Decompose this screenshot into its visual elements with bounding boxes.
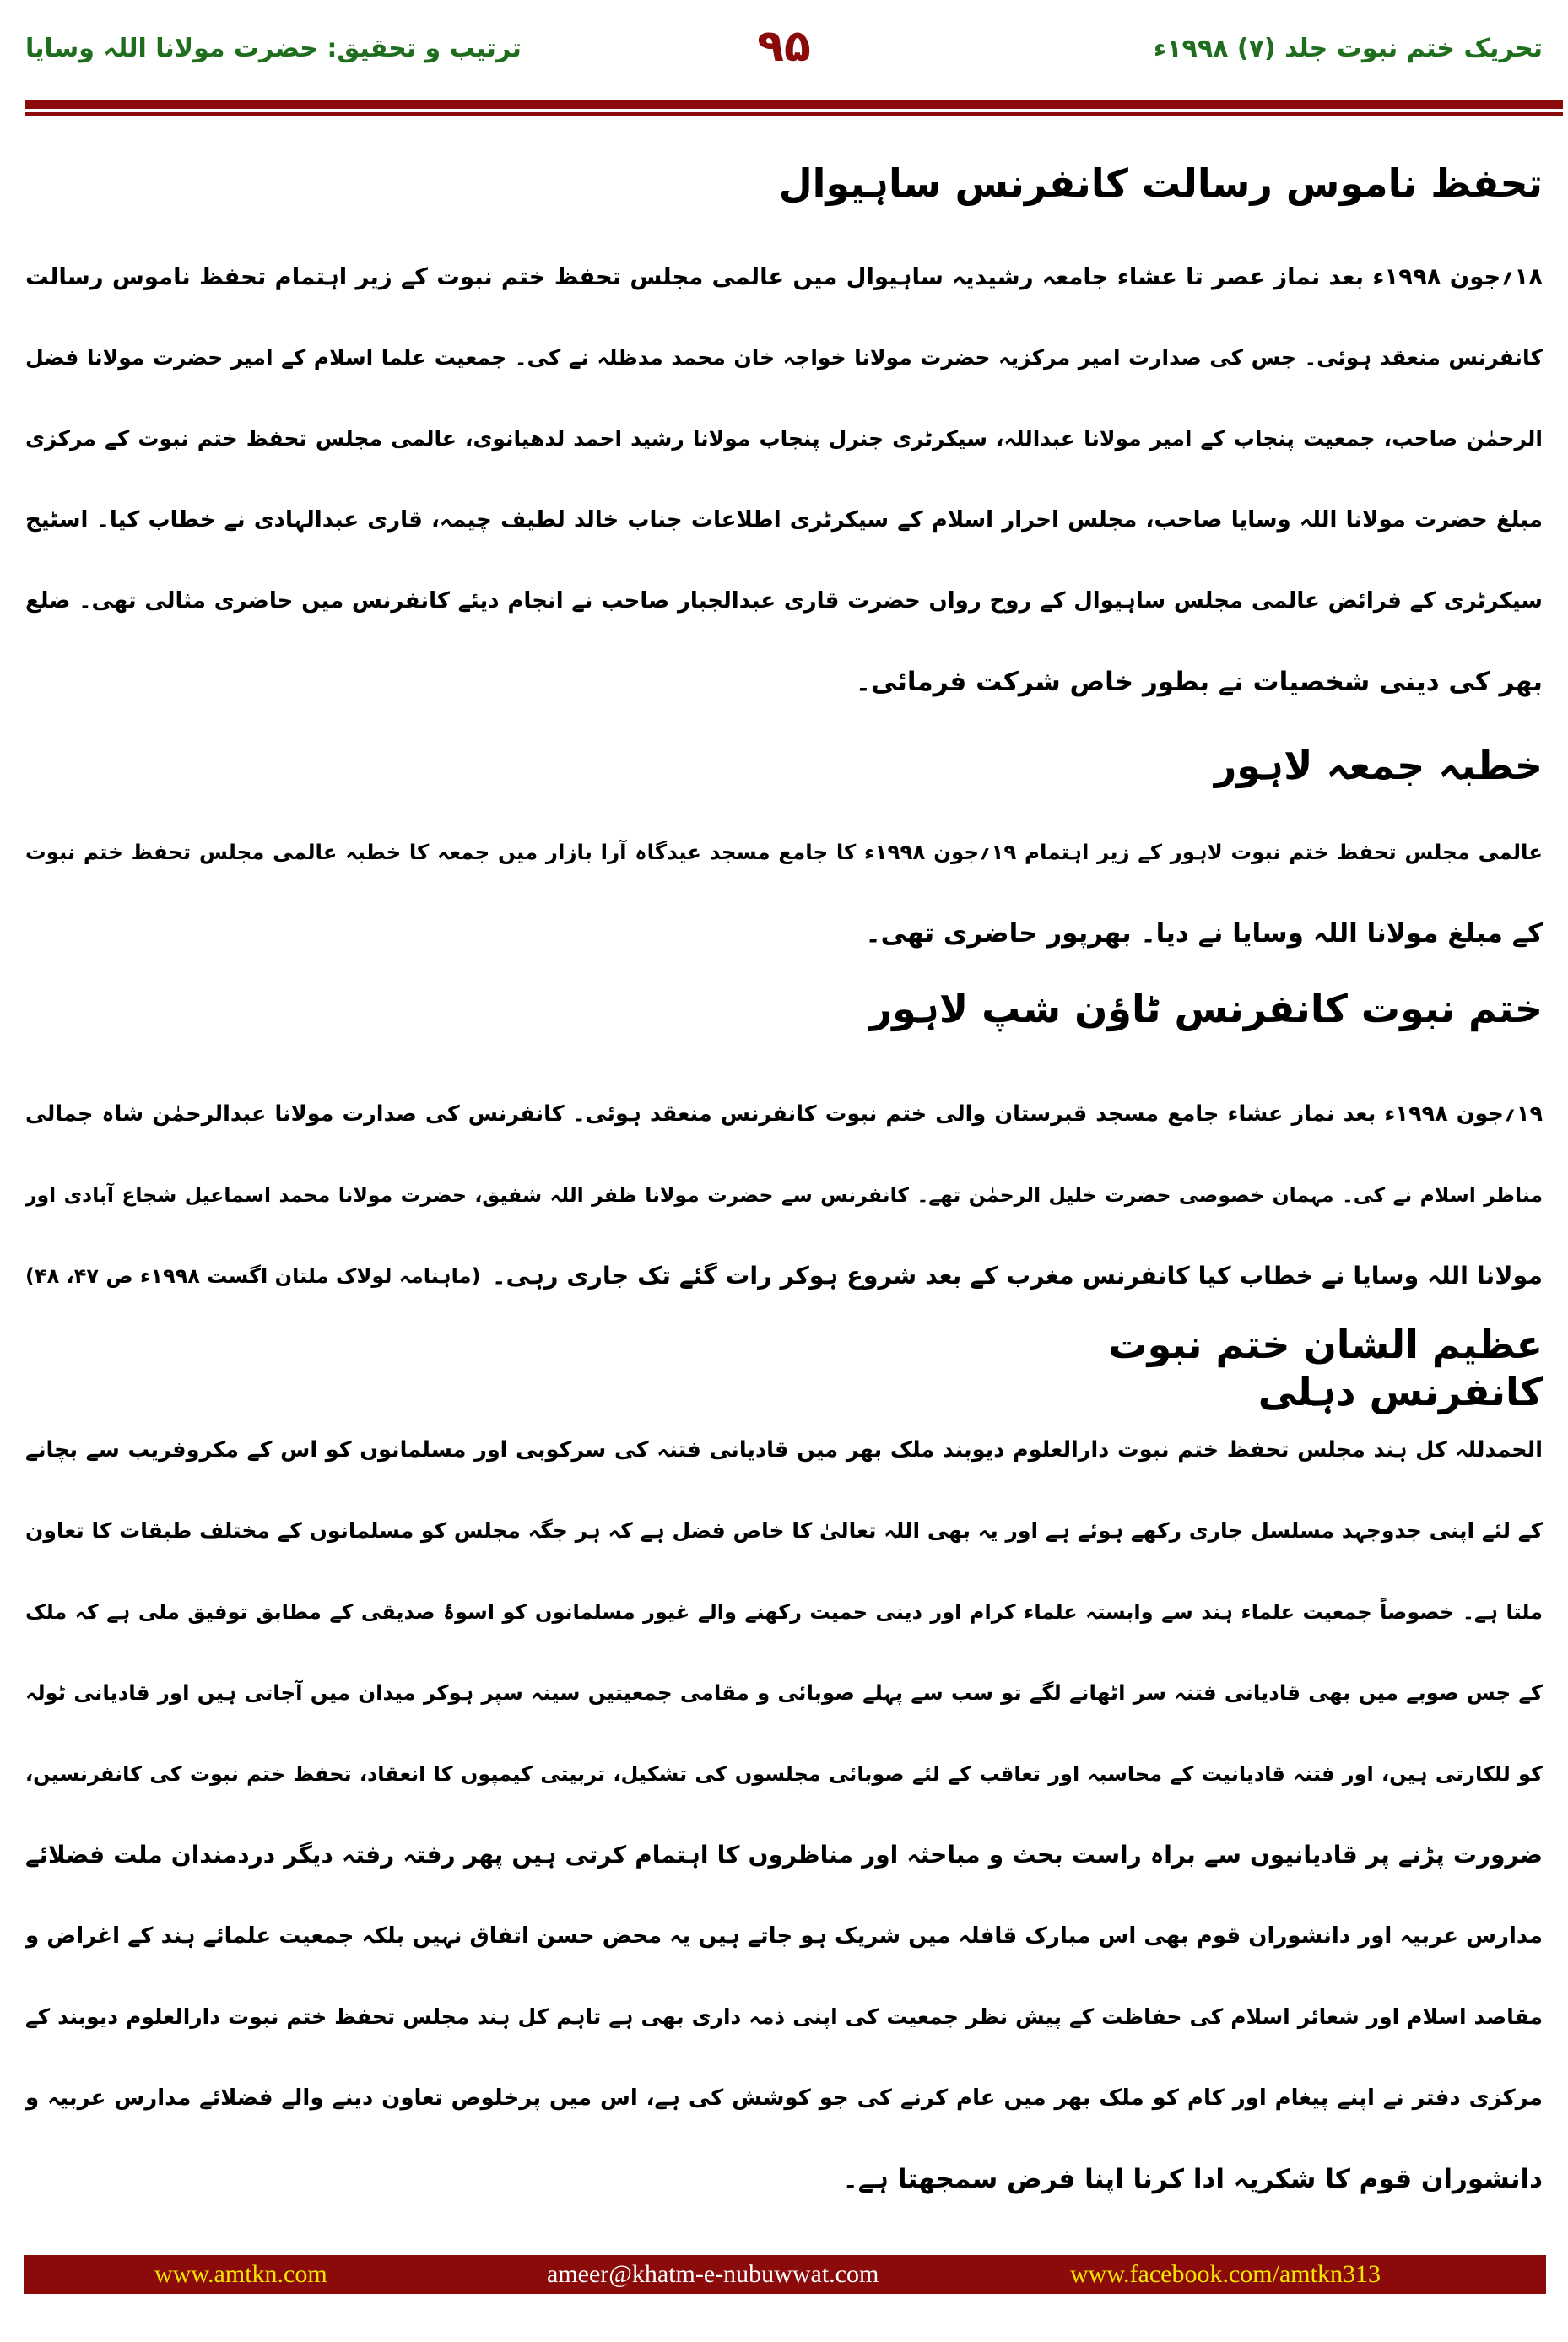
section-heading-lahore-khutba: خطبہ جمعہ لاہور [1214,743,1543,788]
paragraph-delhi [25,1409,1543,2220]
paragraph-lahore-khutba [25,812,1543,974]
compiler-credit: ترتیب و تحقیق: حضرت مولانا اللہ وسایا [25,34,522,63]
text-line: مولانا اللہ وسایا نے خطاب کیا کانفرنس مغرب کے بعد شروع ہوکر رات گئے تک جاری رہی۔ [491,1262,1543,1290]
text-line: کانفرنس منعقد ہوئی۔ جس کی صدارت امیر مرکزیہ حضرت مولانا خواجہ خان محمد مدظلہ نے کی۔ جمعیت علما اسلام کے امیر حضرت مولانا فضل [25,345,1543,370]
book-title: تحریک ختم نبوت جلد (۷) ۱۹۹۸ء [1153,34,1543,63]
citation: (ماہنامہ لولاک ملتان اگست ۱۹۹۸ء ص ۴۷، ۴۸) [25,1264,481,1288]
section-heading-sahiwal: تحفظ ناموس رسالت کانفرنس ساہیوال [778,160,1543,206]
text-line: دانشوران قوم کا شکریہ ادا کرنا اپنا فرض سمجھتا ہے۔ [842,2164,1543,2194]
section-heading-delhi: عظیم الشان ختم نبوت کانفرنس دہلی [1108,1322,1543,1414]
text-line: سیکرٹری کے فرائض عالمی مجلس ساہیوال کے روح رواں حضرت قاری عبدالجبار صاحب نے انجام دیئے کانفرنس میں حاضری مثالی تھی۔ ضلع [25,588,1543,614]
text-line: مناظر اسلام نے کی۔ مہمان خصوصی حضرت خلیل الرحمٰن تھے۔ کانفرنس سے حضرت مولانا ظفر اللہ شفیق، حضرت مولانا محمد اسماعیل شجاع آبادی اور [25,1183,1543,1207]
text-line: ضرورت پڑنے پر قادیانیوں سے براہ راست بحث و مباحثہ اور مناظروں کا اہتمام کرتی ہیں پھر رفتہ رفتہ دیگر دردمندان ملت فضلائے [25,1841,1543,1869]
text-line-with-citation [25,1236,1543,1317]
text-line: الرحمٰن صاحب، جمعیت پنجاب کے امیر مولانا عبداللہ، سیکرٹری جنرل پنجاب مولانا رشید احمد لدھیانوی، عالمی مجلس تحفظ ختم نبوت کے مرکزی [25,426,1543,451]
footer-bar [24,2255,1546,2294]
paragraph-sahiwal [25,236,1543,722]
text-line: کو للکارتی ہیں، اور فتنہ قادیانیت کے محاسبہ اور تعاقب کے لئے صوبائی مجلسوں کی تشکیل، تربیتی کیمپوں کا انعقاد، تحفظ ختم نبوت کی کانفرنسیں، [25,1762,1543,1786]
website-link[interactable]: www.amtkn.com [154,2260,327,2288]
text-line: ۱۹؍جون ۱۹۹۸ء بعد نماز عشاء جامع مسجد قبرستان والی ختم نبوت کانفرنس منعقد ہوئی۔ کانفرنس کی صدارت مولانا عبدالرحمٰن شاہ جمالی [25,1101,1543,1127]
text-line: کے لئے اپنی جدوجہد مسلسل جاری رکھے ہوئے ہے اور یہ بھی اللہ تعالیٰ کا خاص فضل ہے کہ ہر جگہ مجلس کو مسلمانوں کے مختلف طبقات کا تعاون [25,1518,1543,1543]
header-rule-thick [25,100,1563,109]
text-line: کے جس صوبے میں بھی قادیانی فتنہ سر اٹھانے لگے تو سب سے پہلے صوبائی و مقامی جمعیتیں سینہ سپر ہوکر میدان میں آجاتی ہیں اور قادیانی ٹولہ [25,1680,1543,1705]
text-line: عالمی مجلس تحفظ ختم نبوت لاہور کے زیر اہتمام ۱۹؍جون ۱۹۹۸ء کا جامع مسجد عیدگاہ آرا بازار میں جمعہ کا خطبہ عالمی مجلس تحفظ ختم نبوت [25,840,1543,864]
text-line: مقاصد اسلام اور شعائر اسلام کی حفاظت کے پیش نظر جمعیت کی اپنی ذمہ داری بھی ہے تاہم کل ہند مجلس تحفظ ختم نبوت دارالعلوم دیوبند کے [25,2004,1543,2029]
text-line: بھر کی دینی شخصیات نے بطور خاص شرکت فرمائی۔ [855,667,1543,697]
facebook-link[interactable]: www.facebook.com/amtkn313 [1070,2260,1381,2288]
paragraph-township [25,1074,1543,1317]
text-line: مرکزی دفتر نے اپنے پیغام اور کام کو ملک بھر میں عام کرنے کی جو کوشش کی ہے، اس میں پرخلوص تعاون دینے والے فضلائے مدارس عربیہ و [25,2085,1543,2111]
text-line: ۱۸؍جون ۱۹۹۸ء بعد نماز عصر تا عشاء جامعہ رشیدیہ ساہیوال میں عالمی مجلس تحفظ ختم نبوت کے زیر اہتمام تحفظ ناموس رسالت [25,263,1543,290]
text-line: ملتا ہے۔ خصوصاً جمعیت علماء ہند سے وابستہ علماء کرام اور دینی حمیت رکھنے والے غیور مسلمانوں کو اسوۂ صدیقی کے مطابق توفیق ملی ہے کہ ملک [25,1600,1543,1624]
section-heading-township: ختم نبوت کانفرنس ٹاؤن شپ لاہور [869,986,1543,1031]
text-line: مبلغ حضرت مولانا اللہ وسایا صاحب، مجلس احرار اسلام کے سیکرٹری اطلاعات جناب خالد لطیف چیمہ، قاری عبدالہادی نے خطاب کیا۔ اسٹیج [25,507,1543,533]
page-number: ۹۵ [757,21,811,72]
text-line: کے مبلغ مولانا اللہ وسایا نے دیا۔ بھرپور حاضری تھی۔ [865,918,1543,949]
email-link[interactable]: ameer@khatm-e-nubuwwat.com [547,2260,879,2288]
text-line: الحمدللہ کل ہند مجلس تحفظ ختم نبوت دارالعلوم دیوبند ملک بھر میں قادیانی فتنہ کی سرکوبی اور مسلمانوں کو اس کے مکروفریب سے بچانے [25,1437,1543,1463]
text-line: مدارس عربیہ اور دانشوران قوم بھی اس مبارک قافلہ میں شریک ہو جاتے ہیں یہ محض حسن اتفاق نہیں بلکہ جمعیت علمائے ہند کے اغراض و [25,1923,1543,1949]
header-rule-thin [25,112,1563,116]
